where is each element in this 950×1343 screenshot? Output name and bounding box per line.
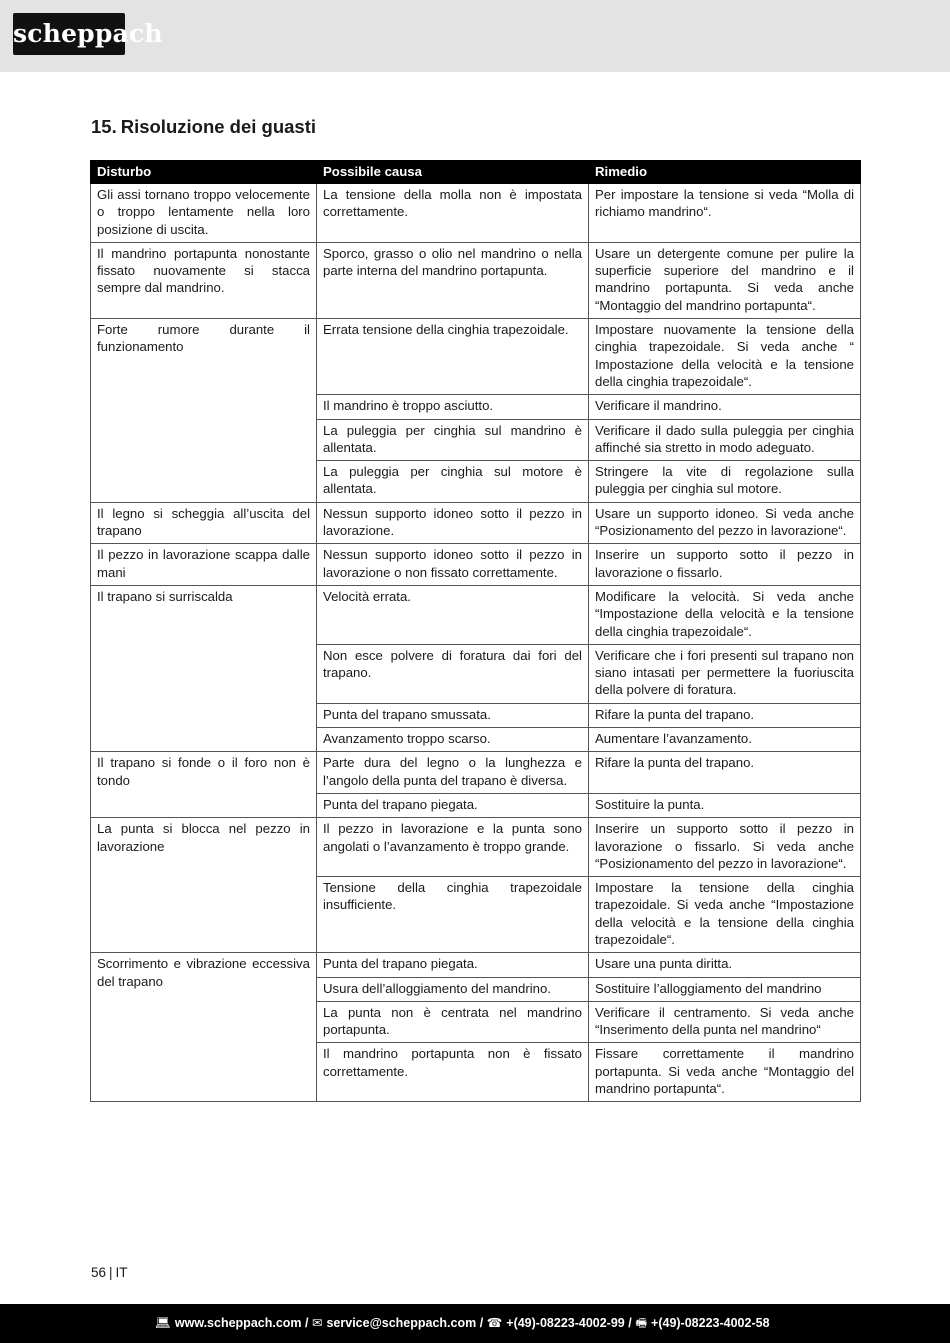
table-row [91, 818, 861, 877]
cause-cell: Usura dell’alloggiamento del mandrino. [317, 977, 589, 1001]
remedy-cell: Rifare la punta del trapano. [589, 752, 861, 794]
cause-cell: Non esce polvere di foratura dai fori del trapano. [317, 644, 589, 703]
section-title: Risoluzione dei guasti [120, 116, 317, 137]
cause-cell: Il mandrino portapunta non è fissato correttamente. [317, 1043, 589, 1102]
footer-phone: +(49)-08223-4002-99 [506, 1316, 625, 1330]
computer-icon: 💻︎ [155, 1316, 171, 1330]
cause-cell: La punta non è centrata nel mandrino portapunta. [317, 1001, 589, 1043]
section-number: 15. [91, 116, 117, 137]
remedy-cell: Modificare la velocità. Si veda anche “Impostazione della velocità e la tensione della cinghia trapezoidale“. [589, 585, 861, 644]
problem-cell: Il trapano si fonde o il foro non è tondo [91, 752, 317, 818]
table-row [91, 502, 861, 544]
problem-cell: La punta si blocca nel pezzo in lavorazione [91, 818, 317, 953]
remedy-cell: Impostare nuovamente la tensione della cinghia trapezoidale. Si veda anche “ Impostazione della velocità e la tensione della cinghia trapezoidale“. [589, 319, 861, 395]
problem-cell: Il pezzo in lavorazione scappa dalle mani [91, 544, 317, 586]
problem-cell: Gli assi tornano troppo velocemente o troppo lentamente nella loro posizione di uscita. [91, 184, 317, 243]
table-header-row [91, 161, 861, 184]
remedy-cell: Usare un supporto idoneo. Si veda anche “Posizionamento del pezzo in lavorazione“. [589, 502, 861, 544]
cause-cell: Il pezzo in lavorazione e la punta sono angolati o l’avanzamento è troppo grande. [317, 818, 589, 877]
table-row [91, 242, 861, 318]
problem-cell: Il mandrino portapunta nonostante fissato nuovamente si stacca sempre dal mandrino. [91, 242, 317, 318]
section-heading [91, 116, 316, 138]
troubleshooting-table [90, 160, 861, 1102]
brand-logo: scheppach [13, 13, 125, 55]
remedy-cell: Aumentare l’avanzamento. [589, 728, 861, 752]
cause-cell: Sporco, grasso o olio nel mandrino o nella parte interna del mandrino portapunta. [317, 242, 589, 318]
problem-cell: Il legno si scheggia all’uscita del trapano [91, 502, 317, 544]
page-language: IT [115, 1265, 128, 1280]
table-row [91, 544, 861, 586]
remedy-cell: Fissare correttamente il mandrino portapunta. Si veda anche “Montaggio del mandrino portapunta“. [589, 1043, 861, 1102]
cause-cell: Punta del trapano piegata. [317, 953, 589, 977]
table-row [91, 953, 861, 977]
cause-cell: Avanzamento troppo scarso. [317, 728, 589, 752]
remedy-cell: Inserire un supporto sotto il pezzo in lavorazione o fissarlo. Si veda anche “Posizionamento del pezzo in lavorazione“. [589, 818, 861, 877]
cause-cell: La puleggia per cinghia sul motore è allentata. [317, 461, 589, 503]
cause-cell: Nessun supporto idoneo sotto il pezzo in lavorazione o non fissato correttamente. [317, 544, 589, 586]
remedy-cell: Sostituire la punta. [589, 793, 861, 817]
remedy-cell: Impostare la tensione della cinghia trapezoidale. Si veda anche “Impostazione della velocità e la tensione della cinghia trapezoidale“. [589, 877, 861, 953]
remedy-cell: Inserire un supporto sotto il pezzo in lavorazione o fissarlo. [589, 544, 861, 586]
footer-separator: / [479, 1316, 484, 1330]
remedy-cell: Sostituire l’alloggiamento del mandrino [589, 977, 861, 1001]
cause-cell: Punta del trapano smussata. [317, 703, 589, 727]
footer-website[interactable]: www.scheppach.com [174, 1316, 302, 1330]
remedy-cell: Per impostare la tensione si veda “Molla di richiamo mandrino“. [589, 184, 861, 243]
table-row [91, 319, 861, 395]
phone-icon: ☎︎ [486, 1316, 503, 1330]
remedy-cell: Stringere la vite di regolazione sulla puleggia per cinghia sul motore. [589, 461, 861, 503]
cause-cell: Velocità errata. [317, 585, 589, 644]
cause-cell: La puleggia per cinghia sul mandrino è allentata. [317, 419, 589, 461]
footer-separator: / [305, 1316, 309, 1330]
table-row [91, 752, 861, 794]
problem-cell: Forte rumore durante il funzionamento [91, 319, 317, 503]
cause-cell: Nessun supporto idoneo sotto il pezzo in lavorazione. [317, 502, 589, 544]
problem-cell: Scorrimento e vibrazione eccessiva del trapano [91, 953, 317, 1102]
table-row [91, 585, 861, 644]
remedy-cell: Usare una punta diritta. [589, 953, 861, 977]
header-band [0, 0, 950, 72]
fax-icon: 🖷︎ [635, 1316, 648, 1330]
cause-cell: La tensione della molla non è impostata correttamente. [317, 184, 589, 243]
remedy-cell: Usare un detergente comune per pulire la superficie superiore del mandrino e il mandrino portapunta. Si veda anche “Montaggio del mandrino portapunta“. [589, 242, 861, 318]
problem-cell: Il trapano si surriscalda [91, 585, 317, 751]
column-header-disturbo: Disturbo [91, 161, 317, 184]
cause-cell: Punta del trapano piegata. [317, 793, 589, 817]
page-number [91, 1265, 128, 1280]
remedy-cell: Rifare la punta del trapano. [589, 703, 861, 727]
footer-separator: / [628, 1316, 632, 1330]
cause-cell: Errata tensione della cinghia trapezoidale. [317, 319, 589, 395]
cause-cell: Il mandrino è troppo asciutto. [317, 395, 589, 419]
mail-icon: ✉︎ [311, 1316, 323, 1330]
page-number-separator: | [109, 1265, 113, 1280]
footer-email[interactable]: service@scheppach.com [326, 1316, 477, 1330]
column-header-causa: Possibile causa [317, 161, 589, 184]
remedy-cell: Verificare il mandrino. [589, 395, 861, 419]
remedy-cell: Verificare che i fori presenti sul trapano non siano intasati per permettere la fuoriuscita della polvere di foratura. [589, 644, 861, 703]
table-row [91, 184, 861, 243]
cause-cell: Tensione della cinghia trapezoidale insufficiente. [317, 877, 589, 953]
cause-cell: Parte dura del legno o la lunghezza e l’angolo della punta del trapano è diversa. [317, 752, 589, 794]
remedy-cell: Verificare il dado sulla puleggia per cinghia affinché sia stretto in modo adeguato. [589, 419, 861, 461]
footer-contact-line [155, 1304, 770, 1343]
page-number-value: 56 [91, 1265, 107, 1280]
footer-fax: +(49)-08223-4002-58 [651, 1316, 770, 1330]
remedy-cell: Verificare il centramento. Si veda anche “Inserimento della punta nel mandrino“ [589, 1001, 861, 1043]
footer-band [0, 1304, 950, 1343]
column-header-rimedio: Rimedio [589, 161, 861, 184]
